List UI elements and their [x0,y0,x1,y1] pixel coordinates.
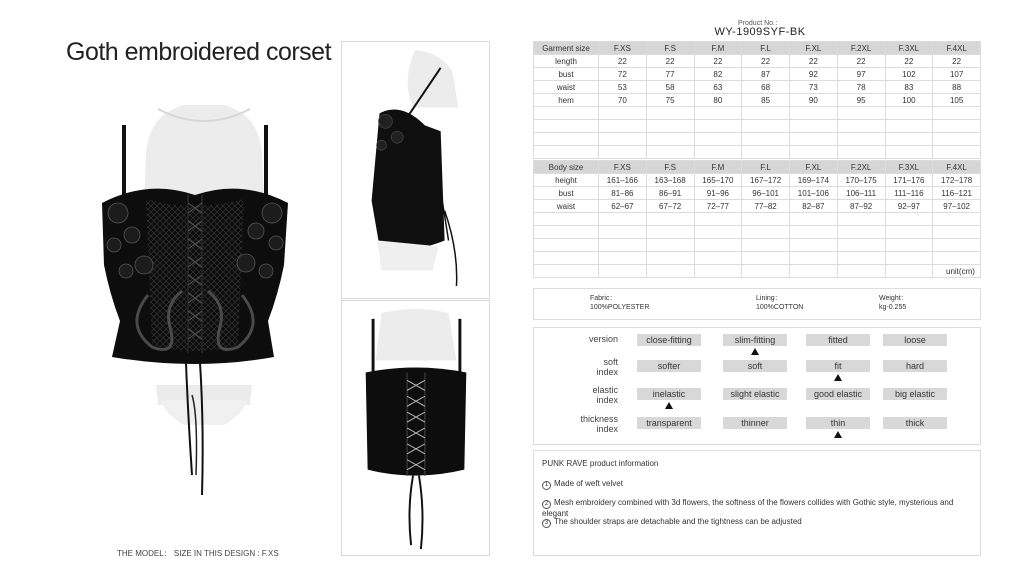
table-cell: 169–174 [790,174,838,187]
empty-cell [837,120,885,133]
row-label: waist [534,200,599,213]
table-cell: 70 [599,94,647,107]
table-cell: 92–97 [885,200,933,213]
empty-row [534,226,981,239]
empty-cell [790,226,838,239]
table-cell: 82–87 [790,200,838,213]
empty-cell [599,213,647,226]
table-row [534,55,981,68]
empty-cell [694,133,742,146]
empty-cell [885,146,933,159]
product-number: WY-1909SYF-BK [714,26,806,38]
property-label-line: index [596,424,618,434]
unit-label: unit(cm) [946,267,975,276]
property-option: close-fitting [637,334,701,346]
column-header: F.L [742,161,790,174]
empty-cell [933,213,981,226]
table-cell: 101–106 [790,187,838,200]
property-option: slight elastic [723,388,787,400]
table-cell: 163–168 [646,174,694,187]
fabric-info [590,294,649,312]
table-cell: 77 [646,68,694,81]
property-option: transparent [637,417,701,429]
table-cell: 77–82 [742,200,790,213]
empty-cell [534,146,599,159]
empty-cell [837,146,885,159]
table-cell: 102 [885,68,933,81]
property-option: hard [883,360,947,372]
empty-cell [790,265,838,278]
table-cell: 167–172 [742,174,790,187]
property-label [558,357,618,377]
info-item-text: Made of weft velvet [554,479,623,488]
table-cell: 22 [885,55,933,68]
table-cell: 91–96 [694,187,742,200]
table-cell: 111–116 [885,187,933,200]
empty-cell [534,107,599,120]
empty-cell [742,265,790,278]
number-badge: 3 [542,519,551,528]
property-option: big elastic [883,388,947,400]
row-label: bust [534,68,599,81]
empty-cell [694,146,742,159]
table-cell: 72 [599,68,647,81]
info-item-text: Mesh embroidery combined with 3d flowers, the softness of the flowers collides with Gothic style, mysterious and elegant [542,498,954,518]
empty-cell [694,120,742,133]
empty-cell [933,133,981,146]
empty-cell [837,133,885,146]
empty-cell [742,146,790,159]
table-cell: 161–166 [599,174,647,187]
table-cell: 78 [837,81,885,94]
empty-row [534,146,981,159]
property-option: slim-fitting [723,334,787,346]
column-header: F.XS [599,42,647,55]
table-header-row [534,42,981,55]
empty-cell [885,265,933,278]
empty-cell [933,239,981,252]
table-cell: 88 [933,81,981,94]
fit-properties-box [533,327,981,445]
empty-cell [694,226,742,239]
body-size-table [533,160,981,278]
property-option: fit [806,360,870,372]
lining-label: Lining： [756,295,782,302]
table-cell: 107 [933,68,981,81]
empty-cell [885,226,933,239]
side-product-photo [341,41,490,299]
empty-cell [742,107,790,120]
empty-cell [790,133,838,146]
column-header: F.2XL [837,42,885,55]
front-product-photo [88,95,320,525]
property-option: thick [883,417,947,429]
property-option: loose [883,334,947,346]
weight-value: kg-0.255 [879,304,907,311]
table-cell: 92 [790,68,838,81]
table-cell: 171–176 [885,174,933,187]
product-title: Goth embroidered corset [66,38,332,66]
table-row [534,81,981,94]
table-cell: 80 [694,94,742,107]
empty-cell [694,265,742,278]
product-number-label: Product No.： [738,20,782,27]
lining-value: 100%COTTON [756,304,804,311]
empty-row [534,133,981,146]
empty-cell [599,252,647,265]
table-cell: 67–72 [646,200,694,213]
empty-row [534,265,981,278]
empty-cell [933,146,981,159]
empty-cell [885,120,933,133]
empty-row [534,239,981,252]
selected-indicator-icon [665,402,673,409]
column-header: F.4XL [933,161,981,174]
column-header: F.4XL [933,42,981,55]
column-header: Garment size [534,42,599,55]
table-cell: 106–111 [837,187,885,200]
column-header: F.2XL [837,161,885,174]
empty-cell [790,146,838,159]
selected-indicator-icon [751,348,759,355]
empty-cell [933,120,981,133]
table-row [534,94,981,107]
empty-cell [837,226,885,239]
empty-cell [837,107,885,120]
column-header: F.M [694,161,742,174]
table-cell: 83 [885,81,933,94]
row-label: waist [534,81,599,94]
empty-cell [599,146,647,159]
empty-cell [599,120,647,133]
table-cell: 81–86 [599,187,647,200]
table-cell: 170–175 [837,174,885,187]
table-cell: 105 [933,94,981,107]
row-label: hem [534,94,599,107]
empty-cell [646,226,694,239]
row-label: height [534,174,599,187]
back-product-photo [341,300,490,556]
property-label-line: index [596,395,618,405]
empty-cell [742,120,790,133]
empty-row [534,213,981,226]
empty-row [534,252,981,265]
property-option: thin [806,417,870,429]
table-cell: 63 [694,81,742,94]
row-label: bust [534,187,599,200]
table-cell: 68 [742,81,790,94]
empty-cell [885,239,933,252]
model-size-note: THE MODEL： SIZE IN THIS DESIGN : F.XS [117,549,279,558]
property-option: good elastic [806,388,870,400]
empty-cell [599,239,647,252]
info-title: PUNK RAVE product information [542,459,659,468]
column-header: Body size [534,161,599,174]
weight-info [879,294,908,312]
column-header: F.XS [599,161,647,174]
fabric-label: Fabric： [590,295,617,302]
empty-cell [534,265,599,278]
number-badge: 1 [542,481,551,490]
empty-cell [534,120,599,133]
row-label: length [534,55,599,68]
table-row [534,68,981,81]
property-label-line: thickness [580,414,618,424]
product-info-box [533,450,981,556]
table-cell: 85 [742,94,790,107]
table-cell: 86–91 [646,187,694,200]
table-cell: 22 [694,55,742,68]
empty-cell [885,213,933,226]
empty-cell [790,252,838,265]
materials-box [533,288,981,320]
empty-cell [534,133,599,146]
table-cell: 87–92 [837,200,885,213]
column-header: F.S [646,42,694,55]
empty-cell [790,120,838,133]
empty-cell [646,107,694,120]
empty-cell [534,252,599,265]
column-header: F.L [742,42,790,55]
empty-cell [599,265,647,278]
empty-row [534,120,981,133]
empty-cell [534,226,599,239]
table-cell: 58 [646,81,694,94]
empty-cell [646,213,694,226]
empty-cell [646,146,694,159]
empty-cell [646,252,694,265]
table-cell: 22 [742,55,790,68]
property-label [558,385,618,405]
property-option: fitted [806,334,870,346]
property-label [558,414,618,434]
empty-cell [742,133,790,146]
empty-cell [599,107,647,120]
fabric-value: 100%POLYESTER [590,304,650,311]
empty-cell [742,226,790,239]
property-option: soft [723,360,787,372]
empty-cell [534,213,599,226]
property-option: thinner [723,417,787,429]
property-label [558,334,618,344]
empty-cell [837,265,885,278]
property-option: inelastic [637,388,701,400]
info-item-text: The shoulder straps are detachable and the tightness can be adjusted [554,517,802,526]
empty-cell [790,239,838,252]
table-cell: 87 [742,68,790,81]
empty-cell [694,239,742,252]
table-cell: 90 [790,94,838,107]
garment-size-table [533,41,981,159]
table-cell: 95 [837,94,885,107]
table-cell: 22 [790,55,838,68]
empty-cell [599,226,647,239]
empty-cell [694,107,742,120]
table-row [534,200,981,213]
number-badge: 2 [542,500,551,509]
empty-cell [742,252,790,265]
table-cell: 53 [599,81,647,94]
empty-cell [694,213,742,226]
selected-indicator-icon [834,374,842,381]
empty-cell [837,239,885,252]
table-cell: 22 [933,55,981,68]
empty-cell [742,213,790,226]
empty-cell [885,252,933,265]
empty-cell [837,252,885,265]
empty-cell [933,252,981,265]
table-cell: 22 [599,55,647,68]
table-cell: 97 [837,68,885,81]
empty-cell [933,226,981,239]
table-header-row [534,161,981,174]
empty-cell [790,107,838,120]
table-cell: 100 [885,94,933,107]
column-header: F.3XL [885,161,933,174]
empty-cell [599,133,647,146]
table-cell: 72–77 [694,200,742,213]
column-header: F.3XL [885,42,933,55]
table-cell: 22 [646,55,694,68]
empty-cell [646,239,694,252]
empty-row [534,107,981,120]
empty-cell [742,239,790,252]
property-label-line: version [588,334,618,344]
info-item [542,498,980,518]
property-label-line: index [596,367,618,377]
table-row [534,174,981,187]
column-header: F.S [646,161,694,174]
selected-indicator-icon [834,431,842,438]
column-header: F.XL [790,161,838,174]
empty-cell [885,133,933,146]
table-cell: 62–67 [599,200,647,213]
table-cell: 165–170 [694,174,742,187]
table-cell: 116–121 [933,187,981,200]
property-label-line: elastic [592,385,618,395]
column-header: F.XL [790,42,838,55]
table-cell: 96–101 [742,187,790,200]
empty-cell [790,213,838,226]
empty-cell [885,107,933,120]
column-header: F.M [694,42,742,55]
empty-cell [534,239,599,252]
empty-cell [933,107,981,120]
empty-cell [694,252,742,265]
table-cell: 22 [837,55,885,68]
property-label-line: soft [603,357,618,367]
table-cell: 75 [646,94,694,107]
info-item [542,479,623,490]
empty-cell [646,120,694,133]
property-option: softer [637,360,701,372]
table-cell: 172–178 [933,174,981,187]
empty-cell [646,133,694,146]
info-item [542,517,802,528]
table-cell: 97–102 [933,200,981,213]
lining-info [756,294,803,312]
empty-cell [646,265,694,278]
table-row [534,187,981,200]
empty-cell [837,213,885,226]
table-cell: 73 [790,81,838,94]
weight-label: Weight： [879,295,908,302]
table-cell: 82 [694,68,742,81]
